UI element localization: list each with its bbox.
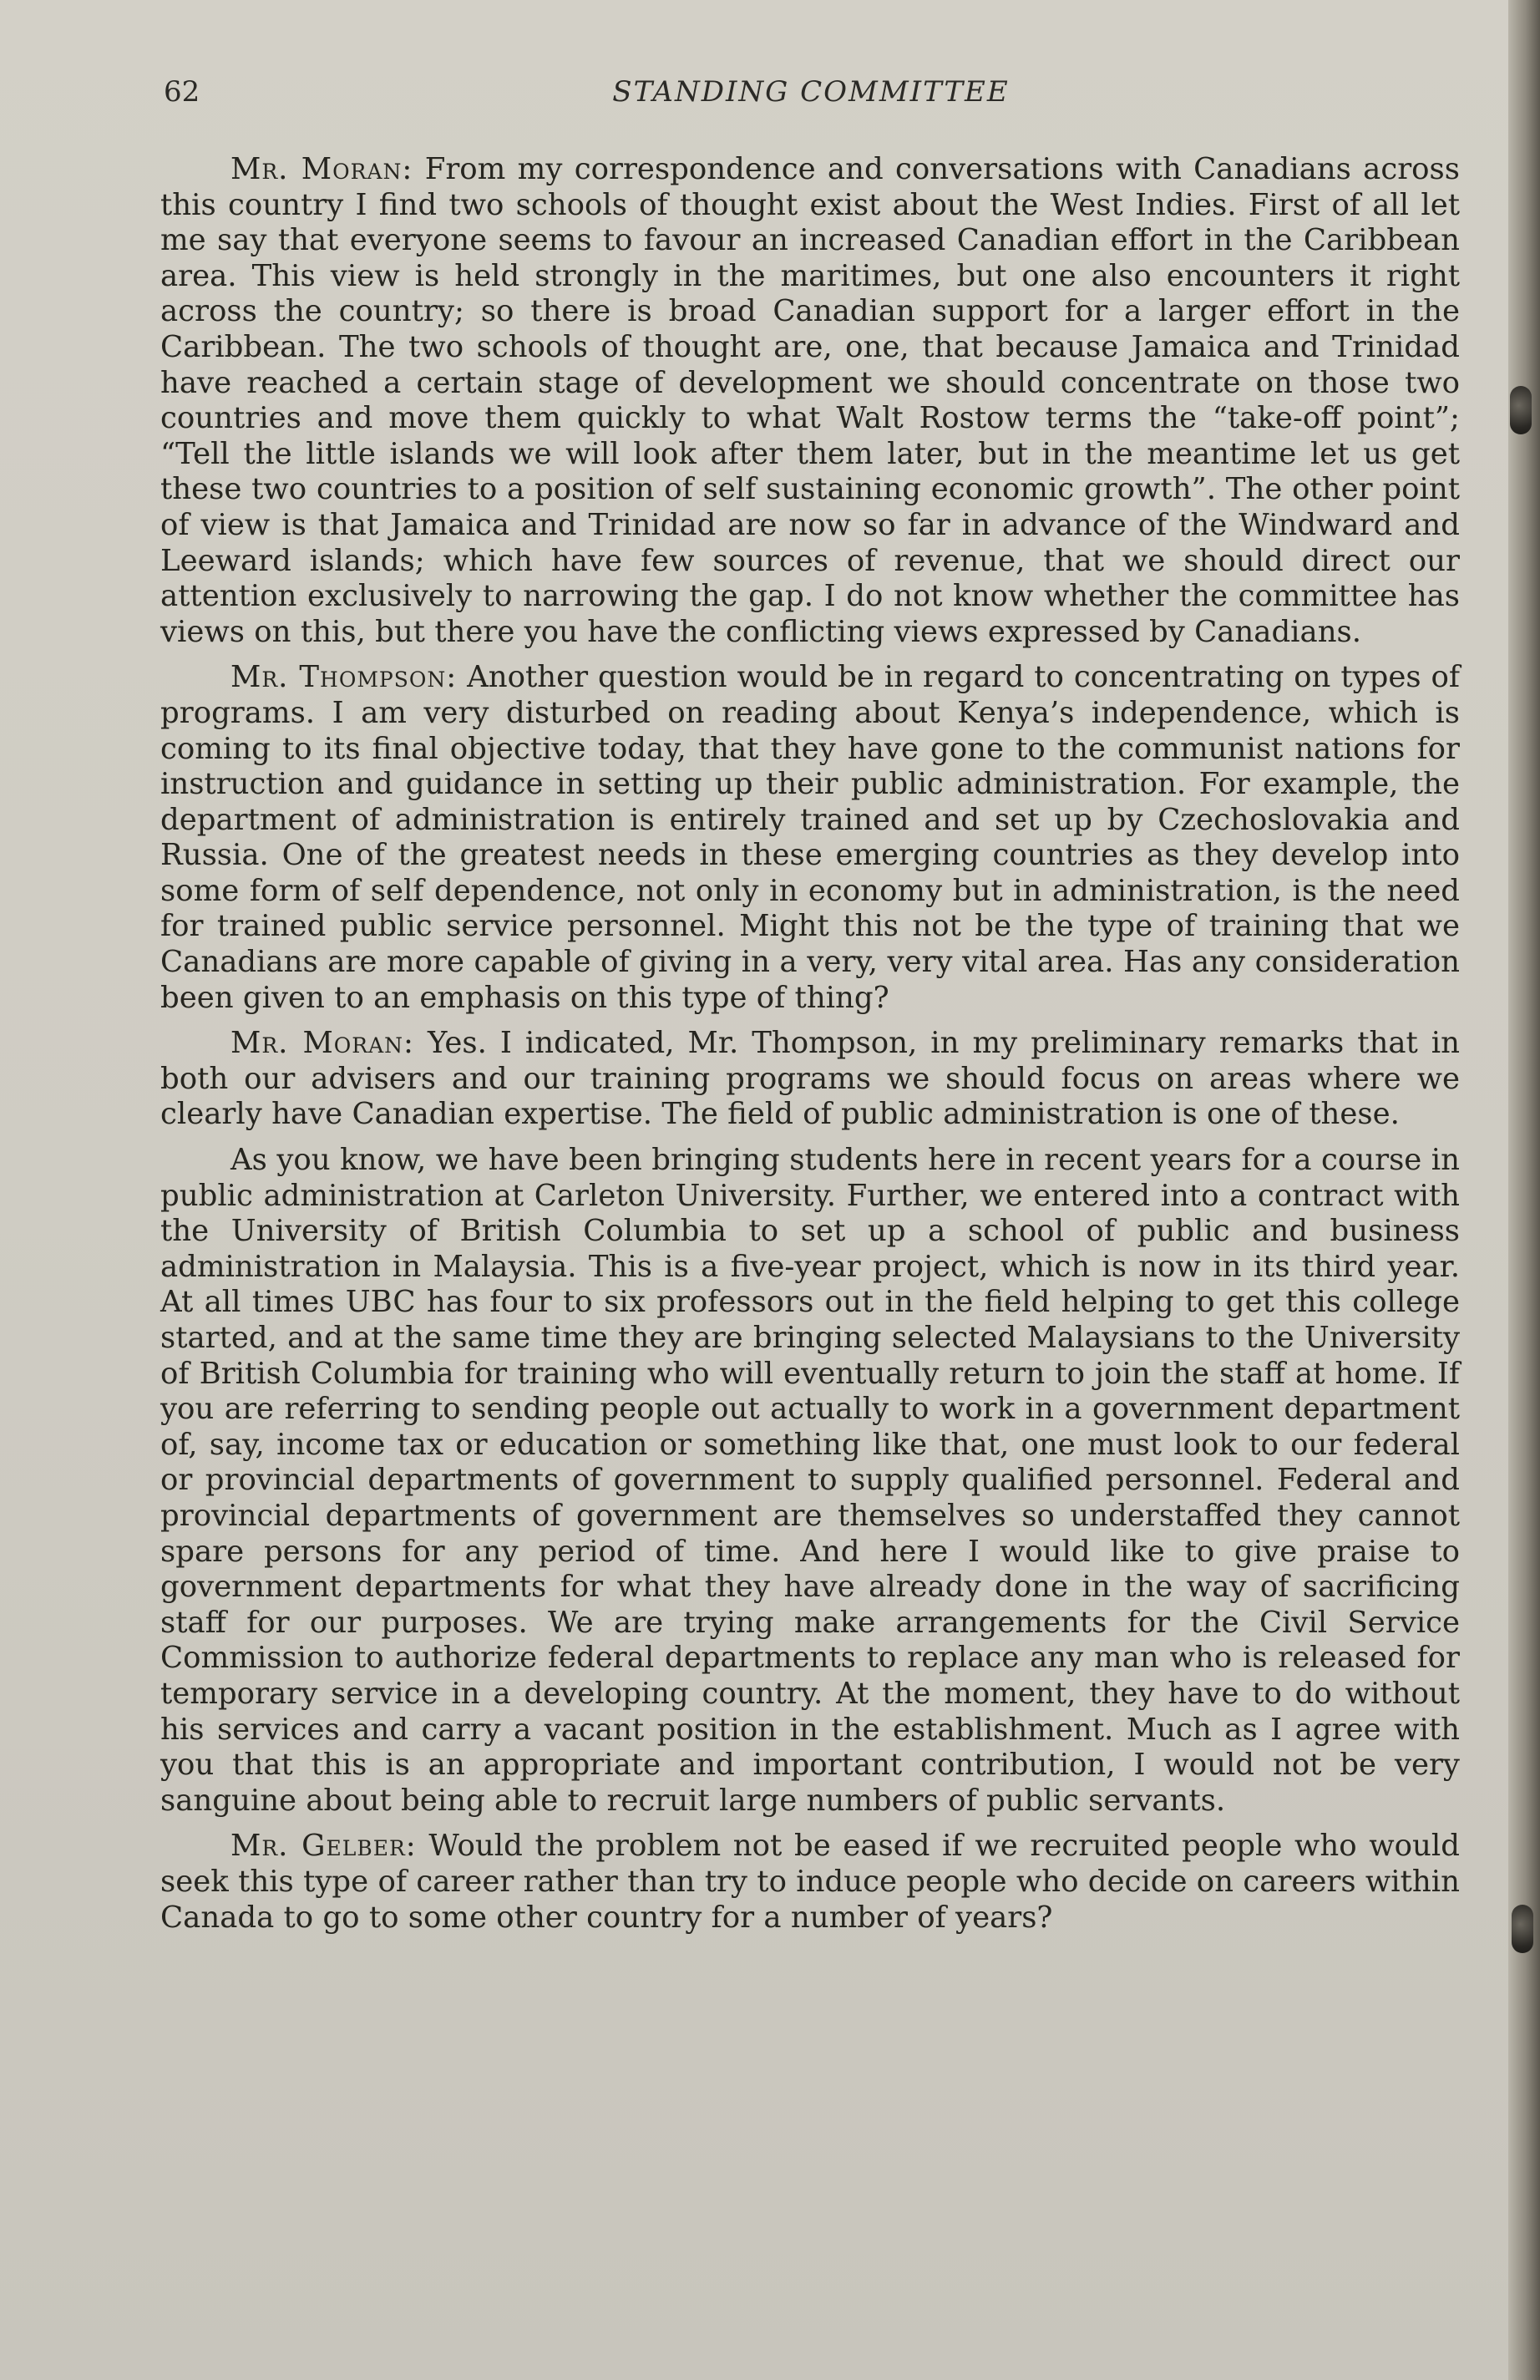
speaker-name: Mr. Thompson: xyxy=(230,660,458,695)
speaker-name: Mr. Gelber: xyxy=(230,1829,417,1864)
paragraph-moran-2 xyxy=(160,1026,1460,1133)
paragraph-text: From my correspondence and conversations with Canadians across this country I find two schools of thought exist about the West Indies. First of all let me say that everyone seems to favour an increased Canadian effort in the Caribbean area. This view is held strongly in the maritimes, but one also encounters it right across the country; so there is broad Canadian support for a larger effort in the Caribbean. The two schools of thought are, one, that because Jamaica and Trinidad have reached a certain stage of development we should concentrate on those two countries and move them quickly to what Walt Rostow terms the “take-off point”; “Tell the little islands we will look after them later, but in the meantime let us get these two countries to a position of self sustaining economic growth”. The other point of view is that Jamaica and Trinidad are now so far in advance of the Windward and Leeward islands; which have few sources of revenue, that we should direct our attention exclusively to narrowing the gap. I do not know whether the committee has views on this, but there you have the conflicting views expressed by Canadians. xyxy=(160,152,1460,649)
page-number: 62 xyxy=(164,75,200,109)
paragraph-thompson xyxy=(160,660,1460,1016)
paragraph-text: As you know, we have been bringing students here in recent years for a course in public administration at Carleton University. Further, we entered into a contract with the University of British Columbia to set up a school of public and business administration in Malaysia. This is a five-year project, which is now in its third year. At all times UBC has four to six professors out in the field helping to get this college started, and at the same time they are bringing selected Malaysians to the University of British Columbia for training who will eventually return to join the staff at home. If you are referring to sending people out actually to work in a government department of, say, income tax or education or something like that, one must look to our federal or provincial departments of government to supply qualified personnel. Federal and provincial departments of government are themselves so understaffed they cannot spare persons for any period of time. And here I would like to give praise to government departments for what they have already done in the way of sacrificing staff for our purposes. We are trying make arrangements for the Civil Service Commission to authorize federal departments to replace any man who is released for temporary service in a developing country. At the moment, they have to do without his services and carry a vacant position in the establishment. Much as I agree with you that this is an appropriate and important contribution, I would not be very sanguine about being able to recruit large numbers of public servants. xyxy=(160,1143,1460,1818)
binding-ring-lower xyxy=(1512,1905,1533,1953)
speaker-name: Mr. Moran: xyxy=(230,1026,415,1061)
body-text xyxy=(160,152,1460,1946)
binding-ring-upper xyxy=(1510,386,1532,434)
running-head: STANDING COMMITTEE xyxy=(612,75,1010,109)
paragraph-moran-1 xyxy=(160,152,1460,650)
paragraph-text: Would the problem not be eased if we recruited people who would seek this type of career rather than try to induce people who decide on careers within Canada to go to some other country for a number of years? xyxy=(160,1829,1461,1935)
page-edge-shadow xyxy=(1508,0,1540,2380)
page-header xyxy=(164,75,1458,125)
paragraph-text: Yes. I indicated, Mr. Thompson, in my preliminary remarks that in both our advisers and our training programs we should focus on areas where we clearly have Canadian expertise. The field of public administration is one of these. xyxy=(160,1026,1460,1132)
paragraph-moran-3 xyxy=(160,1143,1460,1819)
paragraph-text: Another question would be in regard to concentrating on types of programs. I am very disturbed on reading about Kenya’s independence, which is coming to its final objective today, that they have gone to the communist nations for instruction and guidance in setting up their public administration. For example, the department of administration is entirely trained and set up by Czechoslovakia and Russia. One of the greatest needs in these emerging countries as they develop into some form of self dependence, not only in economy but in administration, is the need for trained public service personnel. Might this not be the type of training that we Canadians are more capable of giving in a very, very vital area. Has any consideration been given to an emphasis on this type of thing? xyxy=(160,660,1460,1015)
paragraph-gelber xyxy=(160,1829,1460,1936)
speaker-name: Mr. Moran: xyxy=(230,152,413,186)
